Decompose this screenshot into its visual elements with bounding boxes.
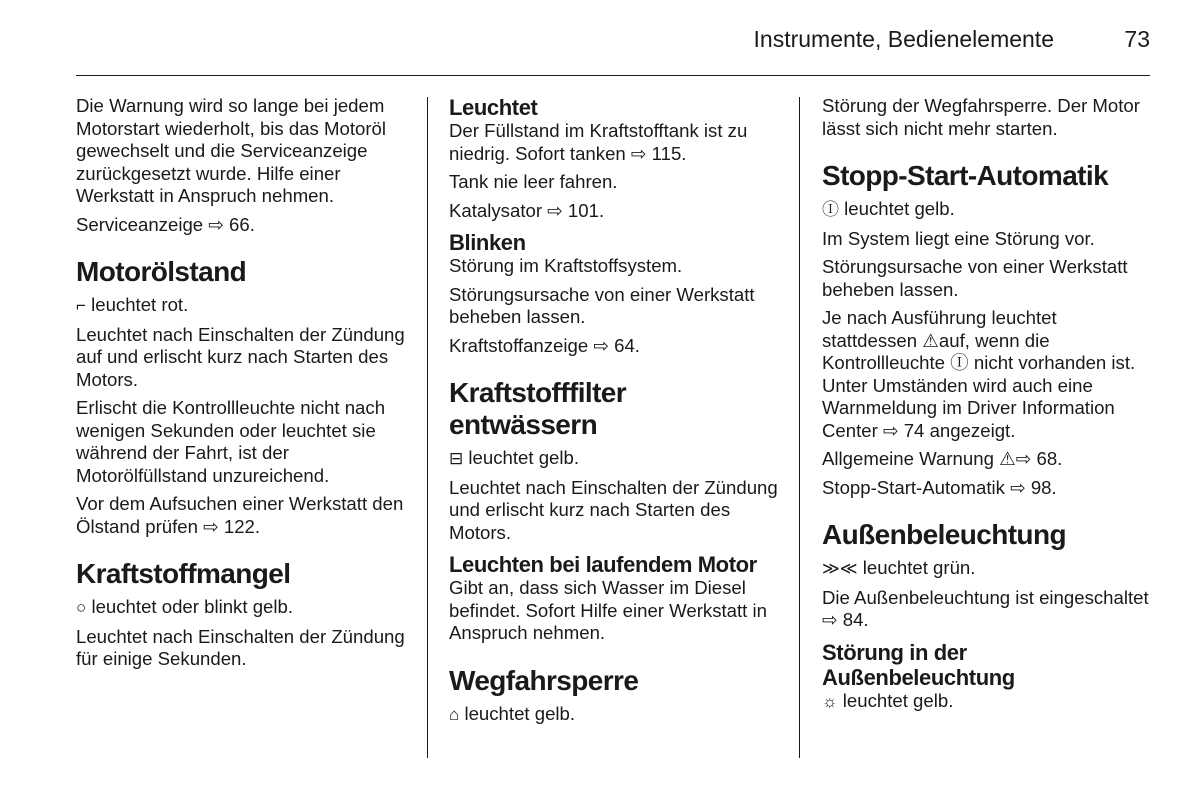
page-header [76,26,1150,54]
exterior-light-icon: ≫≪ [822,559,858,578]
column-divider [427,97,428,758]
paragraph: Leuchtet nach Einschalten der Zündung auf und erlischt kurz nach Starten des Motors. [76,323,405,390]
heading-aussenbeleuchtung: Außenbeleuchtung [822,519,1066,550]
heading-wegfahrsperre: Wegfahrsperre [449,664,639,696]
paragraph: Erlischt die Kontrollleuchte nicht nach wenigen Sekunden oder leuchtet sie während der Fahrt, ist der Motorölfüllstand unzureichend. [76,397,386,486]
status-line [76,596,406,620]
column-left [76,95,406,677]
heading-stopp-start: Stopp-Start-Automatik [822,160,1109,191]
oil-pressure-icon: ⌐ [76,296,86,315]
paragraph: Allgemeine Warnung ⚠⇨ 68. [822,448,1063,469]
paragraph: Störung der Wegfahrsperre. Der Motor lässt sich nicht mehr starten. [822,95,1140,139]
heading-blinken: Blinken [449,230,526,255]
paragraph: Leuchtet nach Einschalten der Zündung und erlischt kurz nach Starten des Motors. [449,476,778,543]
immobilizer-icon: ⌂ [449,704,460,724]
status-text: leuchtet gelb. [837,689,954,711]
column-middle [449,95,779,732]
paragraph: Serviceanzeige ⇨ 66. [76,213,255,235]
status-text: leuchtet oder blinkt gelb. [86,596,294,617]
paragraph: Stopp-Start-Automatik ⇨ 98. [822,476,1057,498]
status-line [822,557,1152,581]
fuel-filter-icon: ⊟ [449,449,464,468]
paragraph: Störung im Kraftstoffsystem. [449,255,683,276]
status-line [822,690,1152,714]
header-rule [76,75,1150,76]
status-line [822,198,1152,222]
paragraph: Im System liegt eine Störung vor. [822,227,1095,249]
status-line [449,703,779,727]
paragraph: Die Außenbeleuchtung ist eingeschaltet ⇨ 84. [822,586,1149,630]
status-text: leuchtet gelb. [463,447,580,468]
page-number: 73 [1124,26,1150,52]
heading-leuchtet: Leuchtet [449,95,538,120]
heading-laufender-motor: Leuchten bei laufendem Motor [449,552,757,577]
paragraph: Leuchtet nach Einschalten der Zündung für einige Sekunden. [76,625,405,669]
stop-start-icon: Ⓘ [822,200,839,219]
paragraph: Tank nie leer fahren. [449,171,618,192]
column-right [822,95,1152,719]
status-line [76,294,406,318]
paragraph: Je nach Ausführung leuchtet stattdessen ⚠auf, wenn die Kontrollleuchte Ⓘ nicht vorhanden ist. Unter Umständen wird auch eine Warnmeldung im Driver Information Center ⇨ 74 angezeigt. [822,307,1136,441]
paragraph: Vor dem Aufsuchen einer Werkstatt den Ölstand prüfen ⇨ 122. [76,493,404,537]
heading-stoerung-aussenbeleuchtung: Störung in der Außenbeleuchtung [822,639,1015,690]
column-divider [799,97,800,758]
header-title: Instrumente, Bedienelemente [753,26,1054,52]
status-text: leuchtet rot. [85,294,189,315]
paragraph: Störungsursache von einer Werkstatt beheben lassen. [822,256,1128,300]
fuel-level-icon: ○ [76,598,87,617]
paragraph: Katalysator ⇨ 101. [449,199,605,221]
heading-motoroelstand: Motorölstand [76,256,247,287]
paragraph: Störungsursache von einer Werkstatt beheben lassen. [449,283,755,327]
status-text: leuchtet gelb. [839,198,955,219]
heading-kraftstofffilter: Kraftstofffilter entwässern [449,377,627,440]
status-text: leuchtet grün. [857,557,976,578]
paragraph: Die Warnung wird so lange bei jedem Motorstart wiederholt, bis das Motoröl gewechselt und die Serviceanzeige zurückgesetzt wurde. Hilfe einer Werkstatt in Anspruch nehmen. [76,95,387,206]
bulb-fault-icon: ☼ [822,691,838,711]
status-line [449,447,779,471]
status-text: leuchtet gelb. [459,702,576,724]
paragraph: Kraftstoffanzeige ⇨ 64. [449,334,640,356]
paragraph: Gibt an, dass sich Wasser im Diesel befindet. Sofort Hilfe einer Werkstatt in Anspruch nehmen. [449,577,767,643]
heading-kraftstoffmangel: Kraftstoffmangel [76,558,291,589]
paragraph: Der Füllstand im Kraftstofftank ist zu niedrig. Sofort tanken ⇨ 115. [449,120,748,164]
